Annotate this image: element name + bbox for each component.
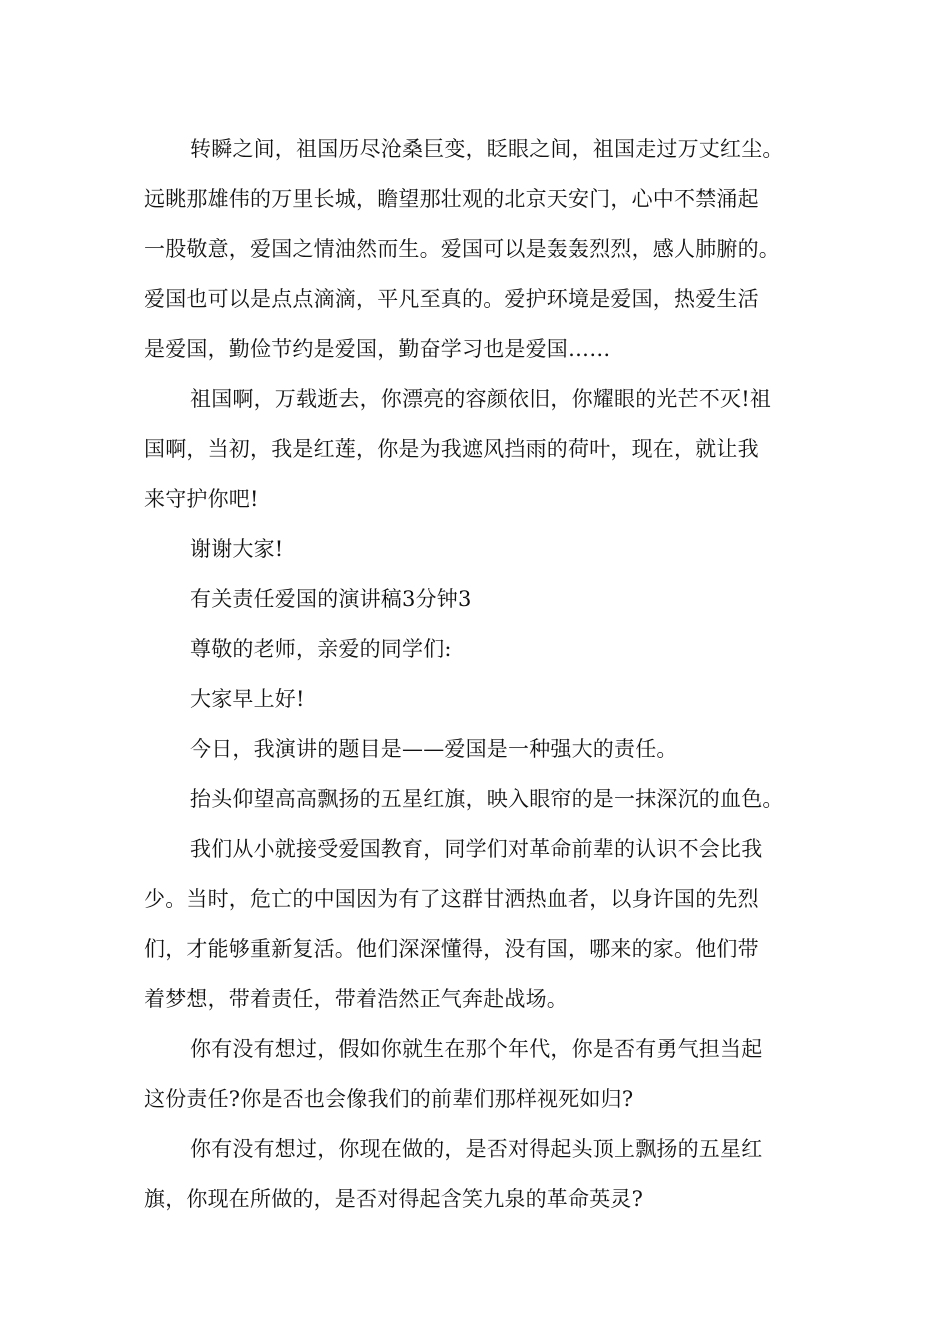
section-heading: 有关责任爱国的演讲稿3分钟3 [190, 587, 472, 611]
text-line: 远眺那雄伟的万里长城，瞻望那壮观的北京天安门，心中不禁涌起 [144, 187, 759, 211]
text-line: 国啊，当初，我是红莲，你是为我遮风挡雨的荷叶，现在，就让我 [144, 437, 759, 461]
salutation: 尊敬的老师，亲爱的同学们: [190, 637, 452, 661]
text-line: 来守护你吧! [144, 487, 259, 511]
text-line: 们，才能够重新复活。他们深深懂得，没有国，哪来的家。他们带 [144, 937, 759, 961]
text-line: 旗，你现在所做的，是否对得起含笑九泉的革命英灵? [144, 1187, 644, 1211]
text-line: 你有没有想过，假如你就生在那个年代，你是否有勇气担当起 [190, 1037, 763, 1061]
text-line: 少。当时，危亡的中国因为有了这群甘洒热血者，以身许国的先烈 [144, 887, 759, 911]
text-line: 我们从小就接受爱国教育，同学们对革命前辈的认识不会比我 [190, 837, 763, 861]
text-line: 你有没有想过，你现在做的，是否对得起头顶上飘扬的五星红 [190, 1137, 763, 1161]
text-line: 谢谢大家! [190, 537, 284, 561]
document-body [144, 124, 824, 1224]
text-line: 祖国啊，万载逝去，你漂亮的容颜依旧，你耀眼的光芒不灭!祖 [190, 387, 772, 411]
text-line: 是爱国，勤俭节约是爱国，勤奋学习也是爱国…… [144, 337, 611, 361]
text-line: 爱国也可以是点点滴滴，平凡至真的。爱护环境是爱国，热爱生活 [144, 287, 759, 311]
text-line: 这份责任?你是否也会像我们的前辈们那样视死如归? [144, 1087, 634, 1111]
text-line: 转瞬之间，祖国历尽沧桑巨变，眨眼之间，祖国走过万丈红尘。 [190, 137, 784, 161]
text-line: 今日，我演讲的题目是——爱国是一种强大的责任。 [190, 737, 678, 761]
text-line: 抬头仰望高高飘扬的五星红旗，映入眼帘的是一抹深沉的血色。 [190, 787, 784, 811]
greeting: 大家早上好! [190, 687, 305, 711]
text-line: 一股敬意，爱国之情油然而生。爱国可以是轰轰烈烈，感人肺腑的。 [144, 237, 780, 261]
text-line: 着梦想，带着责任，带着浩然正气奔赴战场。 [144, 987, 568, 1011]
